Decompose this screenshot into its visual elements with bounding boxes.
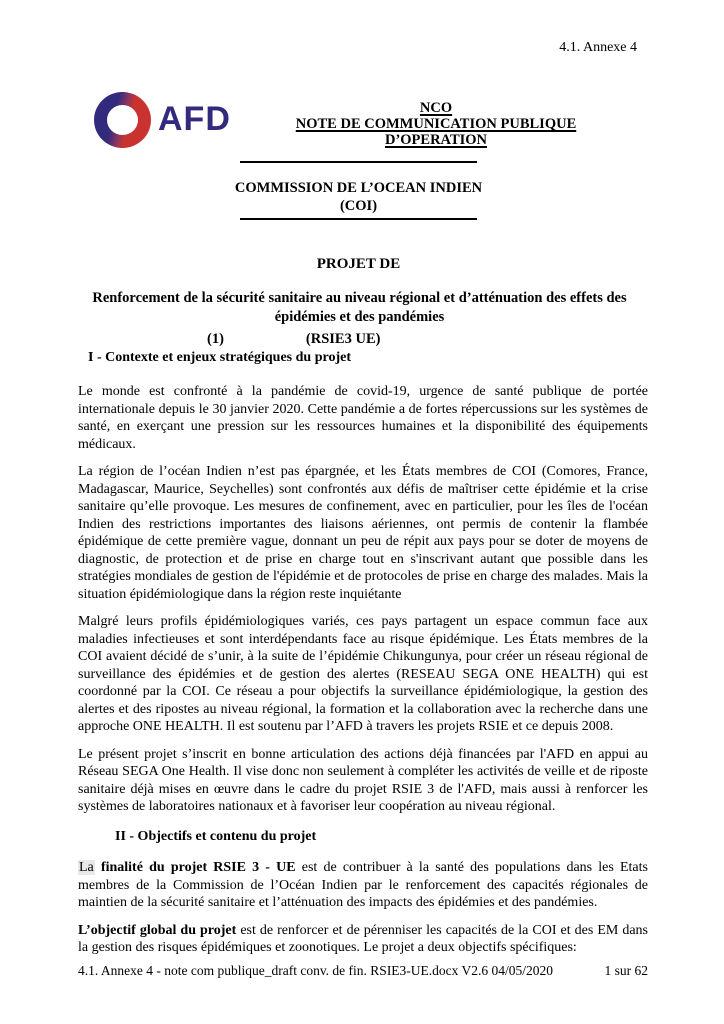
project-code: (RSIE3 UE) — [305, 331, 381, 347]
afd-ring-icon — [94, 92, 151, 148]
nco-title: NOTE DE COMMUNICATION PUBLIQUE D’OPERATION — [295, 116, 577, 148]
paragraph-pandemic: Le monde est confronté à la pandémie de covid-19, urgence de santé publique de portée internationale depuis le 30 janvier 2020. Cette pandémie a de fortes répercussions sur les systèmes de santé, en exerçant une pression sur les ressources humaines et la disponibilité des équipements médicaux. — [78, 384, 648, 452]
paragraph-region: La région de l’océan Indien n’est pas épargnée, et les États membres de COI (Comores, France, Madagascar, Maurice, Seychelles) sont confrontés aux défis de maîtriser cette épidémie et la crise sanitaire qu’elle provoque. Les mesures de confinement, avec en particulier, pour les îles de l'océan Indien des restrictions importantes des liaisons aériennes, ont permis de contenir la flambée épidémique de cette première vague, donnant un peu de répit aux pays pour se doter de moyens de diagnostic, de protection et de prise en charge tout en s'inscrivant autant que possible dans les stratégies mondiales de gestion de l'épidémie et de protocoles de prise en charge des malades. Mais la situation épidémiologique dans la région reste inquiétante — [78, 464, 648, 602]
commission-heading-block — [234, 161, 483, 220]
paragraph-finalite — [78, 859, 648, 912]
finalite-bold-text: finalité du projet RSIE 3 - UE — [100, 860, 296, 875]
finalite-rest-text: est de contribuer à la santé des populations dans les Etats membres de la Commission de l’Océan Indien par le renforcement des capacités régionales de maintien de la sécurité sanitaire et l’atténuation des impacts des épidémies et des pandémies. — [78, 860, 648, 910]
project-title: Renforcement de la sécurité sanitaire au niveau régional et d’atténuation des effets des épidémies et des pandémies — [92, 290, 627, 325]
footer-page-number: 1 sur 62 — [604, 963, 648, 978]
document-body — [78, 383, 648, 967]
paragraph-objectif-global — [78, 922, 648, 957]
commission-name: COMMISSION DE L’OCEAN INDIEN — [234, 180, 483, 196]
project-number: (1) — [207, 331, 224, 347]
page-footer — [78, 963, 648, 979]
objectif-bold-text: L’objectif global du projet — [78, 922, 237, 938]
commission-acronym: (COI) — [339, 198, 378, 214]
section-2-heading: II - Objectifs et contenu du projet — [115, 828, 317, 844]
annexe-label: 4.1. Annexe 4 — [559, 40, 637, 55]
nco-acronym: NCO — [419, 100, 453, 116]
paragraph-sega-network: Malgré leurs profils épidémiologiques variés, ces pays partagent un espace commun face aux maladies infectieuses et sont interdépendants face au risque épidémique. Les États membres de la COI avaient décidé de s’unir, à la suite de l’épidémie Chikungunya, pour créer un réseau régional de surveillance des épidémies et de gestion des alertes (RESEAU SEGA ONE HEALTH) qui est coordonné par la COI. Ce réseau a pour objectifs la surveillance épidémiologique, la gestion des alertes et des ripostes au niveau régional, la formation et la collaboration avec la recherche dans une approche ONE HEALTH. Il est soutenu par l’AFD à travers les projets RSIE et ce depuis 2008. — [78, 614, 648, 734]
project-kicker: PROJET DE — [316, 256, 401, 272]
paragraph-present-project: Le présent projet s’inscrit en bonne articulation des actions déjà financées par l'AFD en appui au Réseau SEGA One Health. Il vise donc non seulement à compléter les activités de veille et de riposte sanitaire déjà mises en œuvre dans le cadre du projet RSIE 3 de l'AFD, mais aussi à renforcer les systèmes de laboratoires nationaux et à favoriser leur coopération au niveau régional. — [78, 746, 648, 814]
project-numbering-row — [207, 331, 380, 348]
section-1-heading: I - Contexte et enjeux stratégiques du projet — [88, 350, 351, 365]
tracked-change-highlight: La — [79, 860, 94, 875]
afd-logo-text: AFD — [158, 100, 231, 138]
objectif-rest-text: est de renforcer et de pérenniser les capacités de la COI et des EM dans la gestion des risques épidémiques et zoonotiques. Le projet a deux objectifs spécifiques: — [78, 922, 649, 955]
footer-filename: 4.1. Annexe 4 - note com publique_draft conv. de fin. RSIE3-UE.docx V2.6 04/05/2020 — [78, 963, 554, 978]
nco-heading-block — [258, 100, 614, 148]
